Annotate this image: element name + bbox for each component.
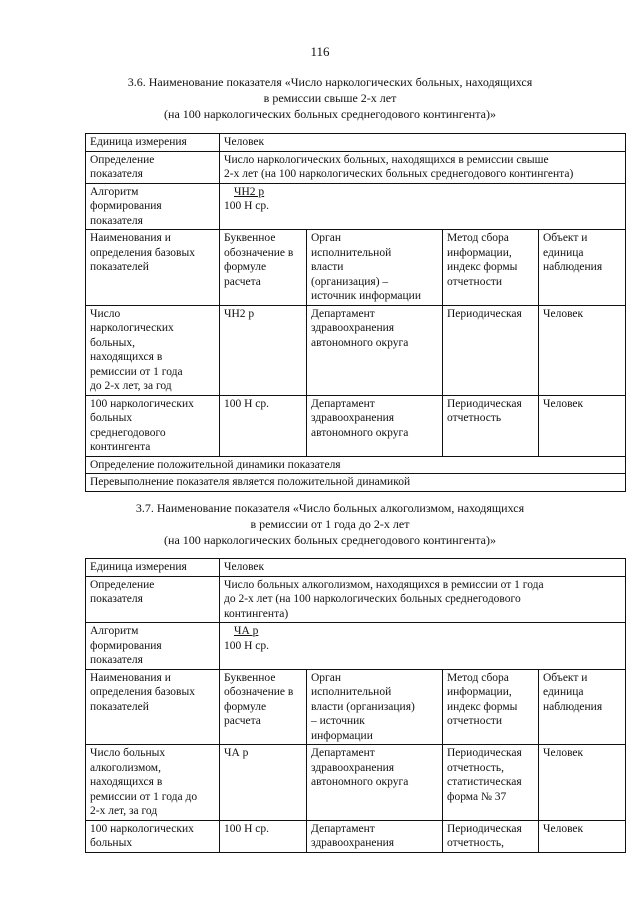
- unit-label: Единица измерения: [86, 134, 220, 152]
- unit-label: Единица измерения: [86, 559, 220, 577]
- table-cell: Периодическая: [443, 305, 539, 395]
- header-cell: Объект и единица наблюдения: [539, 669, 626, 745]
- unit-value: Человек: [220, 559, 626, 577]
- header-cell: Орган исполнительной власти (организация) – источник информации: [307, 230, 443, 306]
- header-cell: Орган исполнительной власти (организация) – источник информации: [307, 669, 443, 745]
- table-cell: 100 Н ср.: [220, 395, 307, 456]
- heading-line: (на 100 наркологических больных среднегодового контингента)»: [164, 533, 496, 547]
- table-row: [86, 395, 626, 456]
- section-3-7-heading: [60, 500, 600, 548]
- unit-value: Человек: [220, 134, 626, 152]
- table-cell: Периодическая отчетность, статистическая форма № 37: [443, 745, 539, 821]
- formula-denominator: 100 Н ср.: [224, 639, 270, 652]
- definition-row: [86, 576, 626, 623]
- table-cell: 100 наркологических больных среднегодового контингента: [86, 395, 220, 456]
- table-cell: 100 Н ср.: [220, 820, 307, 852]
- definition-value: Число наркологических больных, находящихся в ремиссии свыше 2-х лет (на 100 наркологических больных среднегодового контингента): [220, 151, 626, 183]
- indicator-table-3-6: [85, 133, 626, 492]
- algorithm-row: [86, 623, 626, 670]
- table-cell: Департамент здравоохранения автономного округа: [307, 745, 443, 821]
- table-cell: Департамент здравоохранения: [307, 820, 443, 852]
- table-cell: Человек: [539, 305, 626, 395]
- page-number: 116: [310, 44, 330, 59]
- table-cell: Периодическая отчетность: [443, 395, 539, 456]
- table-cell: Человек: [539, 395, 626, 456]
- positive-dynamics-label: Определение положительной динамики показателя: [86, 456, 626, 474]
- algorithm-formula: [220, 183, 626, 230]
- table-cell: Число больных алкоголизмом, находящихся в ремиссии от 1 года до 2-х лет, за год: [86, 745, 220, 821]
- table-cell: Департамент здравоохранения автономного округа: [307, 305, 443, 395]
- heading-line: (на 100 наркологических больных среднегодового контингента)»: [164, 107, 496, 121]
- definition-row: [86, 151, 626, 183]
- footer-row: [86, 456, 626, 474]
- heading-line: 3.6. Наименование показателя «Число наркологических больных, находящихся: [127, 75, 533, 89]
- algorithm-label: Алгоритм формирования показателя: [86, 183, 220, 230]
- indicator-table-3-7: [85, 558, 626, 853]
- table-cell: Периодическая отчетность,: [443, 820, 539, 852]
- formula-denominator: 100 Н ср.: [224, 200, 270, 212]
- header-row: [86, 230, 626, 306]
- unit-row: [86, 559, 626, 577]
- header-cell: Объект и единица наблюдения: [539, 230, 626, 306]
- header-cell: Буквенное обозначение в формуле расчета: [220, 669, 307, 745]
- positive-dynamics-value: Перевыполнение показателя является положительной динамикой: [86, 474, 626, 492]
- table-row: [86, 305, 626, 395]
- heading-line: в ремиссии от 1 года до 2-х лет: [250, 517, 410, 531]
- header-cell: Метод сбора информации, индекс формы отчетности: [443, 230, 539, 306]
- algorithm-formula: [220, 623, 626, 670]
- footer-row: [86, 474, 626, 492]
- table-cell: ЧА р: [220, 745, 307, 821]
- heading-line: 3.7. Наименование показателя «Число больных алкоголизмом, находящихся: [135, 501, 525, 515]
- table-cell: ЧН2 р: [220, 305, 307, 395]
- header-cell: Наименования и определения базовых показателей: [86, 230, 220, 306]
- table-cell: 100 наркологических больных: [86, 820, 220, 852]
- table-cell: Число наркологических больных, находящихся в ремиссии от 1 года до 2-х лет, за год: [86, 305, 220, 395]
- header-cell: Буквенное обозначение в формуле расчета: [220, 230, 307, 306]
- table-row: [86, 745, 626, 821]
- header-cell: Метод сбора информации, индекс формы отчетности: [443, 669, 539, 745]
- formula-numerator: ЧН2 р: [234, 185, 265, 198]
- header-cell: Наименования и определения базовых показателей: [86, 669, 220, 745]
- header-row: [86, 669, 626, 745]
- definition-label: Определение показателя: [86, 151, 220, 183]
- table-row: [86, 820, 626, 852]
- formula-numerator: ЧА р: [234, 625, 259, 637]
- definition-value: Число больных алкоголизмом, находящихся в ремиссии от 1 года до 2-х лет (на 100 наркологических больных среднегодового контингента): [220, 576, 626, 623]
- algorithm-row: [86, 183, 626, 230]
- table-cell: Человек: [539, 820, 626, 852]
- algorithm-label: Алгоритм формирования показателя: [86, 623, 220, 670]
- table-cell: Человек: [539, 745, 626, 821]
- heading-line: в ремиссии свыше 2-х лет: [263, 91, 397, 105]
- definition-label: Определение показателя: [86, 576, 220, 623]
- unit-row: [86, 134, 626, 152]
- section-3-6-heading: [60, 74, 600, 122]
- table-cell: Департамент здравоохранения автономного округа: [307, 395, 443, 456]
